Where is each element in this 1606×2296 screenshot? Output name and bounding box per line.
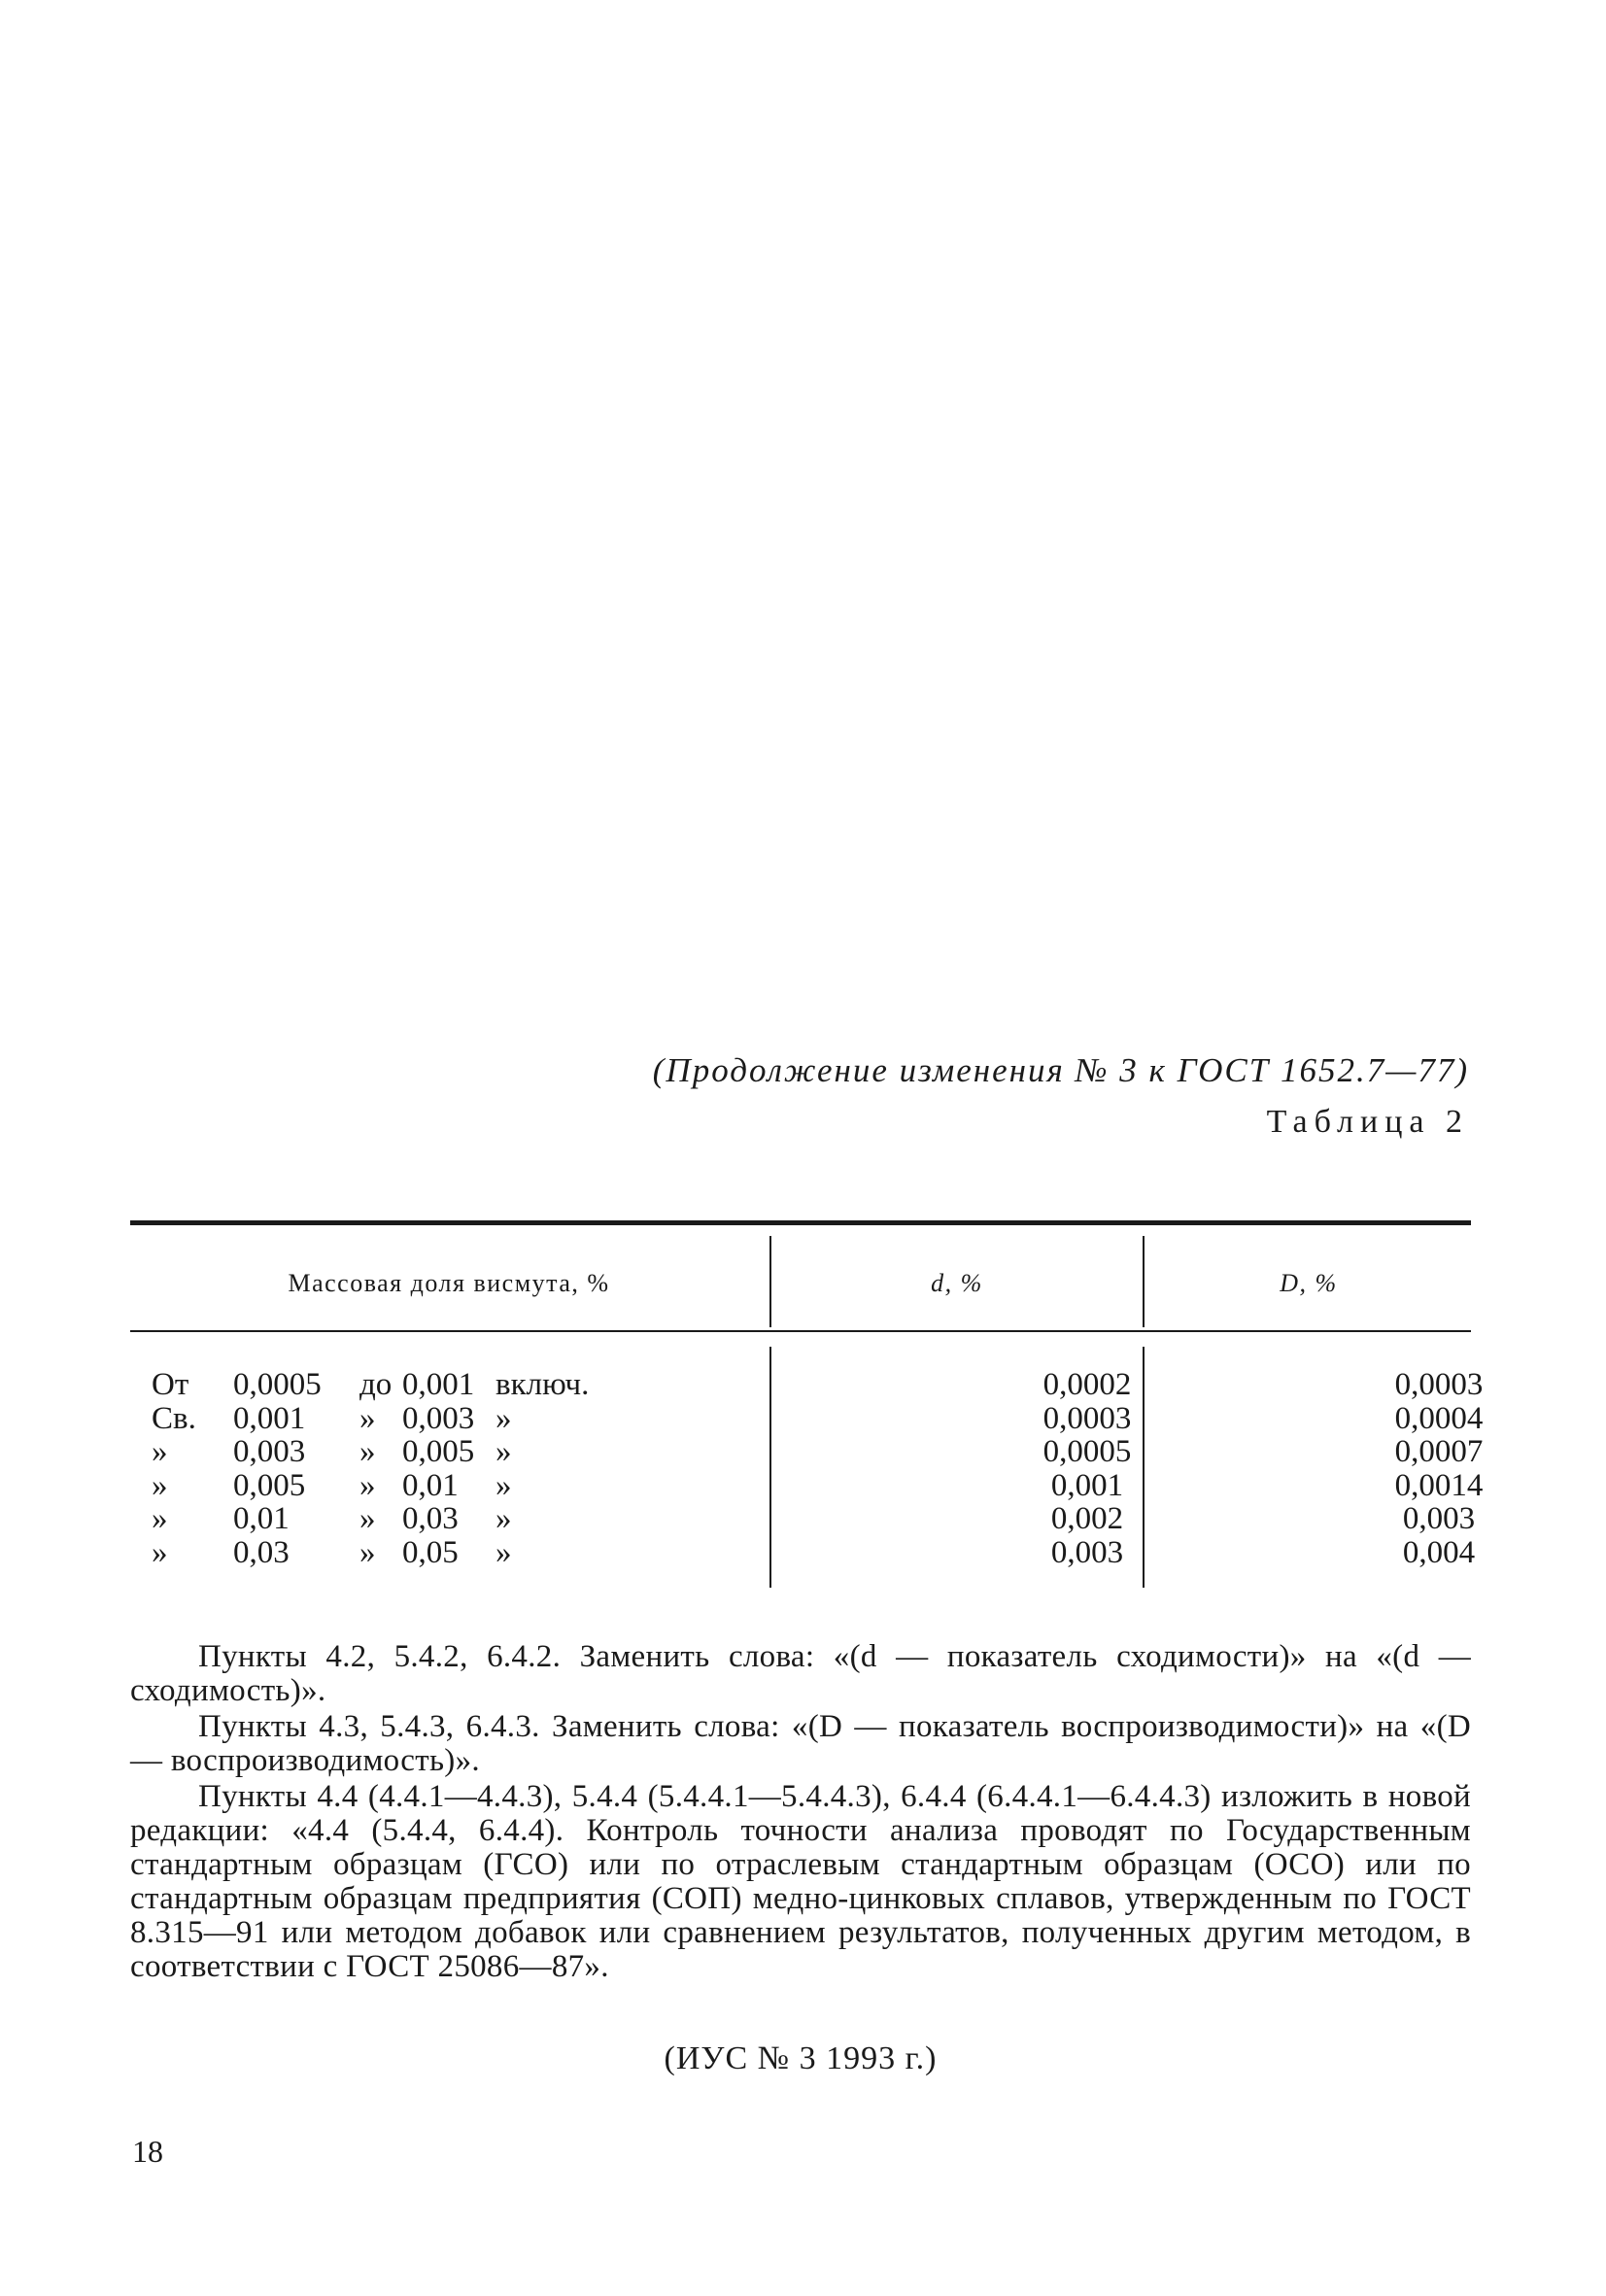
- range-tail: »: [495, 1400, 512, 1436]
- column-header-d: d, %: [931, 1269, 983, 1297]
- range-tail: »: [495, 1467, 512, 1503]
- range-to: 0,05: [402, 1534, 459, 1570]
- cell-d: 0,002: [1050, 1501, 1124, 1536]
- cell-D: 0,0004: [1394, 1400, 1484, 1436]
- source-reference: (ИУС № 3 1993 г.): [664, 2040, 938, 2076]
- table-caption: Таблица 2: [1266, 1104, 1469, 1140]
- range-from: 0,03: [233, 1534, 290, 1570]
- range-prefix: »: [152, 1467, 168, 1503]
- range-prefix: »: [152, 1434, 168, 1469]
- table-row: [130, 1434, 1484, 1469]
- continuation-header: (Продолжение изменения № 3 к ГОСТ 1652.7—77): [652, 1051, 1469, 1089]
- range-connector: до: [359, 1367, 393, 1402]
- range-connector: »: [359, 1501, 376, 1536]
- range-from: 0,01: [233, 1501, 290, 1536]
- range-from: 0,005: [233, 1467, 306, 1503]
- range-from: 0,001: [233, 1400, 306, 1436]
- table-row: [130, 1400, 1484, 1436]
- range-to: 0,005: [402, 1434, 475, 1469]
- cell-d: 0,001: [1050, 1467, 1124, 1503]
- range-connector: »: [359, 1400, 376, 1436]
- paragraph-text: Пункты 4.3, 5.4.3, 6.4.3. Заменить слова: «(D — показатель воспроизводимости)» на «(D — воспроизводимость)».: [130, 1709, 1471, 1778]
- range-prefix: Св.: [152, 1400, 196, 1436]
- range-connector: »: [359, 1434, 376, 1469]
- column-header-D: D, %: [1280, 1269, 1338, 1297]
- table-row: [130, 1534, 1476, 1570]
- range-prefix: »: [152, 1501, 168, 1536]
- table-body: [130, 1367, 1484, 1570]
- cell-D: 0,0003: [1394, 1367, 1484, 1402]
- cell-D: 0,003: [1402, 1501, 1476, 1536]
- page-number: 18: [132, 2134, 163, 2169]
- cell-d: 0,003: [1050, 1534, 1124, 1570]
- table-top-rule: [130, 1220, 1471, 1225]
- range-connector: »: [359, 1534, 376, 1570]
- table-column-divider: [769, 1236, 771, 1327]
- cell-d: 0,0005: [1042, 1434, 1132, 1469]
- paragraph-items-4-2: [130, 1640, 1471, 1708]
- range-prefix: От: [152, 1367, 189, 1402]
- range-tail: »: [495, 1434, 512, 1469]
- table-header-rule: [130, 1330, 1471, 1332]
- cell-d: 0,0002: [1042, 1367, 1132, 1402]
- table-row: [130, 1467, 1484, 1503]
- paragraph-items-4-4: [130, 1780, 1471, 1984]
- range-to: 0,01: [402, 1467, 459, 1503]
- range-connector: »: [359, 1467, 376, 1503]
- cell-d: 0,0003: [1042, 1400, 1132, 1436]
- range-tail: »: [495, 1501, 512, 1536]
- table-column-divider: [1143, 1236, 1145, 1327]
- range-prefix: »: [152, 1534, 168, 1570]
- range-to: 0,001: [402, 1367, 475, 1402]
- paragraph-text: Пункты 4.2, 5.4.2, 6.4.2. Заменить слова: «(d — показатель сходимости)» на «(d — сходимость)».: [130, 1639, 1471, 1708]
- paragraph-text: Пункты 4.4 (4.4.1—4.4.3), 5.4.4 (5.4.4.1—5.4.4.3), 6.4.4 (6.4.4.1—6.4.4.3) изложить в новой редакции: «4.4 (5.4.4, 6.4.4). Контроль точности анализа проводят по Государственным стандартным образцам (ГСО) или по отраслевым стандартным образцам (ОСО) или по стандартным образцам предприятия (СОП) медно-цинковых сплавов, утвержденным по ГОСТ 8.315—91 или методом добавок или сравнением результатов, полученных другим методом, в соответствии с ГОСТ 25086—87».: [130, 1779, 1471, 1984]
- range-to: 0,03: [402, 1501, 459, 1536]
- paragraph-items-4-3: [130, 1710, 1471, 1778]
- table-row: [130, 1367, 1484, 1402]
- cell-D: 0,0014: [1394, 1467, 1484, 1503]
- range-from: 0,0005: [233, 1367, 322, 1402]
- range-tail: включ.: [495, 1367, 590, 1402]
- cell-D: 0,004: [1402, 1534, 1476, 1570]
- cell-D: 0,0007: [1394, 1434, 1484, 1469]
- range-from: 0,003: [233, 1434, 306, 1469]
- range-to: 0,003: [402, 1400, 475, 1436]
- range-tail: »: [495, 1534, 512, 1570]
- table-row: [130, 1501, 1476, 1536]
- column-header-bismuth-fraction: Массовая доля висмута, %: [288, 1269, 610, 1297]
